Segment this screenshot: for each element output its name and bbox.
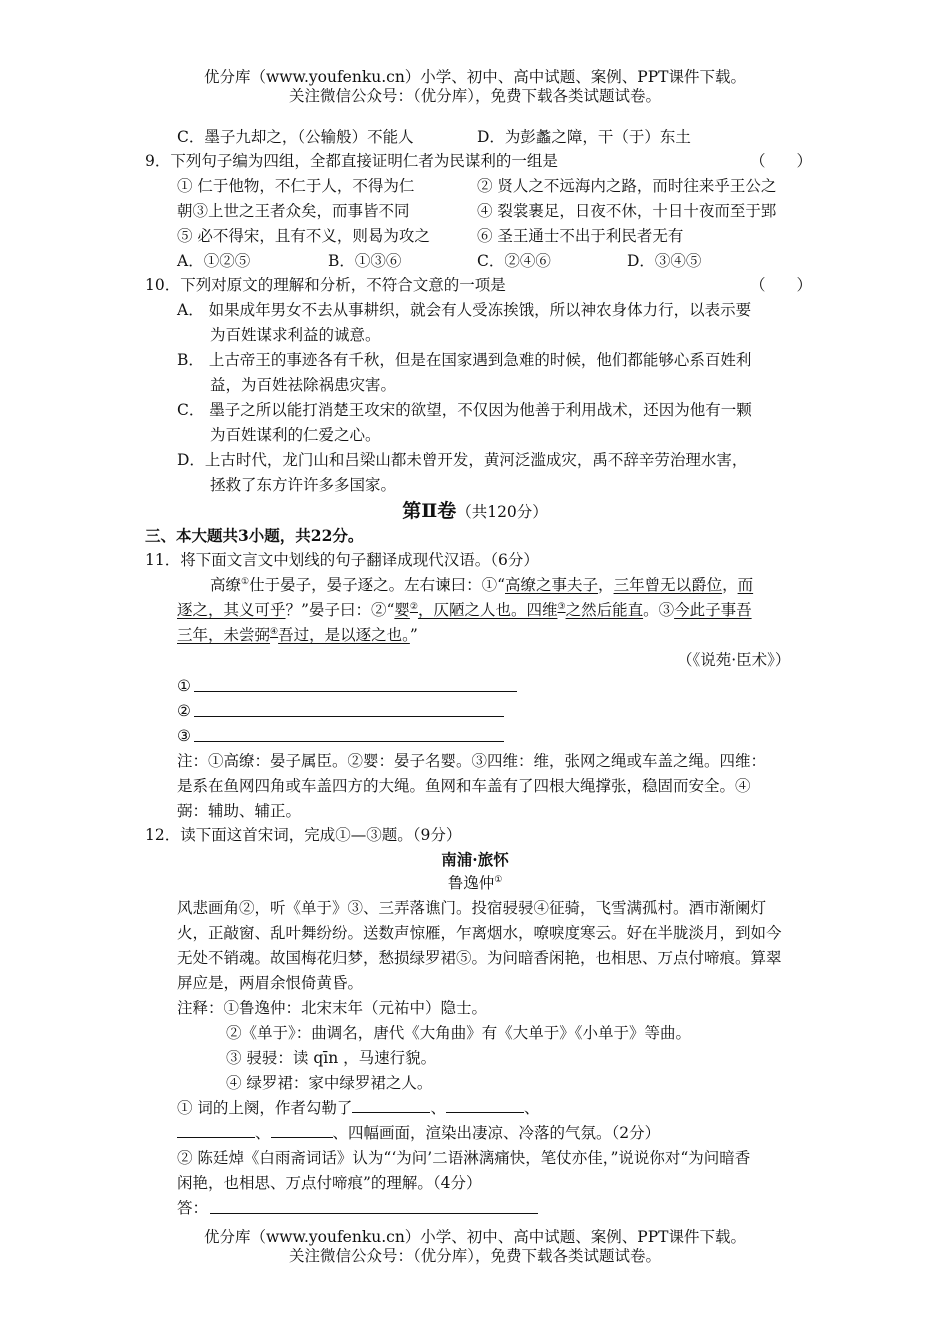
q11-answer-2-label: ② [177,702,191,720]
q11-answer-1-line[interactable] [194,690,517,692]
q12-note-1: 注释：①鲁逸仲：北宋末年（元祐中）隐士。 [177,999,488,1017]
q12-sub1-text-end: 、四幅画面，渲染出凄凉、冷落的气氛。（2分） [332,1124,661,1142]
poem-line-2: 火，正敲窗、乱叶舞纷纷。送数声惊雁，乍离烟水，嘹唳度寒云。好在半胧淡月，到如今 [177,924,782,942]
q11-passage-line1 [210,575,753,595]
q9-sentence-6: ⑥ 圣王通士不出于利民者无有 [477,227,684,245]
q10-stem: 10．下列对原文的理解和分析，不符合文意的一项是 [145,276,506,294]
q9-option-d: D．③④⑤ [627,252,702,270]
poem-line-1: 风悲画角②，听《单于》③、三弄落谯门。投宿骎骎④征骑，飞雪满孤村。酒市渐阑灯 [177,899,767,917]
part-2-label: 第Ⅱ卷 [402,500,457,522]
q12-sub1-text: ① 词的上阕，作者勾勒了 [177,1099,353,1117]
poem-author-note-mark: ① [494,874,503,885]
footer-line-2: 关注微信公众号：（优分库），免费下载各类试题试卷。 [288,1247,661,1265]
q9-sentence-4: ④ 裂裳裹足，日夜不休，十日十夜而至于郢 [477,202,777,220]
q10-option-d-line2: 拯救了东方许许多多国家。 [210,476,397,494]
q11-text: ” [409,626,418,644]
q12-note-3: ③ 骎骎：读 qīn ，马速行貌。 [226,1049,437,1067]
q9-stem: 9．下列句子编为四组，全都直接证明仁者为民谋利的一组是 [145,152,558,170]
q12-answer-label: 答： [177,1199,209,1217]
q9-sentence-5: ⑤ 必不得宋，且有不义，则曷为攻之 [177,227,430,245]
poem-title: 南浦·旅怀 [441,850,509,869]
q11-text: 高缭 [210,576,242,594]
q10-option-a-line2: 为百姓谋求利益的诚意。 [210,326,381,344]
q10-option-c-line1: C． 墨子之所以能打消楚王攻宋的欲望，不仅因为他善于利用战术，还因为他有一颗 [177,401,752,419]
q12-stem: 12．读下面这首宋词，完成①—③题。（9分） [145,826,462,844]
q12-sep: 、 [523,1099,540,1117]
q9-sentence-1: ① 仁于他物，不仁于人，不得为仁 [177,177,415,195]
q12-note-4: ④ 绿罗裙：家中绿罗裙之人。 [226,1074,433,1092]
q11-underlined-2b: ，仄陋之人也。四维 [417,601,558,619]
q9-option-c: C．②④⑥ [477,252,551,270]
q11-note-line1: 注：①高缭：晏子属臣。②婴：晏子名婴。③四维：维，张网之绳或车盖之绳。四维： [177,752,767,770]
header-line-1: 优分库（www.youfenku.cn）小学、初中、高中试题、案例、PPT课件下载。 [203,68,747,86]
q8-option-c: C．墨子九却之，（公输般）不能人 [177,128,414,146]
q11-answer-3-label: ③ [177,727,191,745]
q11-note-mark: ④ [270,626,279,637]
q12-sep: 、 [255,1124,271,1142]
q12-sub2-line2: 闲艳，也相思、万点付啼痕”的理解。（4分） [177,1174,482,1192]
q11-underlined-3: 今此子事吾 [674,601,752,619]
q11-answer-2-line[interactable] [194,715,504,717]
q12-note-2: ②《单于》：曲调名，唐代《大角曲》有《大单于》《小单于》等曲。 [226,1024,692,1042]
q11-passage-line2 [177,600,752,620]
q9-sentence-2: ② 贤人之不远海内之路，而时往来乎王公之 [477,177,777,195]
q11-text: ， [722,576,738,594]
q12-sub1-line1 [177,1098,539,1118]
part-2-title [0,500,950,523]
q11-note-mark: ① [241,576,250,587]
q11-underlined-2: 婴 [394,601,410,619]
q11-note-line3: 弼：辅助、辅正。 [177,802,302,820]
q11-underlined-3b: 三年，未尝弼 [177,626,271,644]
q8-option-d: D．为彭蠡之障，干（于）东土 [477,128,691,146]
q11-answer-1-label: ① [177,677,191,695]
q9-option-b: B．①③⑥ [328,252,402,270]
poem-line-4: 屏应是，两眉余恨倚黄昏。 [177,974,364,992]
q11-underlined-1: 高缭之事夫子 [505,576,599,594]
q10-answer-paren: （ ） [750,276,813,294]
q11-underlined-3c: 吾过，是以逐之也。 [278,626,410,644]
poem-author [0,874,950,892]
q12-blank-1[interactable] [352,1098,430,1113]
q11-underlined-2c: 之然后能直 [565,601,644,619]
q11-underlined-1c: 而 [737,576,754,594]
header-line-2: 关注微信公众号：（优分库），免费下载各类试题试卷。 [288,87,661,105]
q12-sub1-line2 [177,1123,660,1143]
footer-line-1: 优分库（www.youfenku.cn）小学、初中、高中试题、案例、PPT课件下载。 [203,1228,747,1246]
q10-option-b-line1: B． 上古帝王的事迹各有千秋，但是在国家遇到急难的时候，他们都能够心系百姓利 [177,351,752,369]
q10-option-d-line1: D．上古时代，龙门山和吕梁山都未曾开发，黄河泛滥成灾，禹不辞辛劳治理水害， [177,451,748,469]
q12-blank-3[interactable] [177,1123,255,1138]
q9-sentence-3: 朝③上世之王者众矣，而事皆不同 [177,202,410,220]
q10-option-a-line1: A． 如果成年男女不去从事耕织，就会有人受冻挨饿，所以神农身体力行，以表示要 [177,301,752,319]
q11-note-mark: ③ [557,601,566,612]
q11-stem: 11．将下面文言文中划线的句子翻译成现代汉语。（6分） [145,551,539,569]
q11-note-line2: 是系在鱼网四角或车盖四方的大绳。鱼网和车盖有了四根大绳撑张，稳固而安全。④ [177,777,751,795]
q10-option-b-line2: 益，为百姓祛除祸患灾害。 [210,376,397,394]
q12-sep: 、 [430,1099,446,1117]
q11-text: 仕于晏子，晏子逐之。左右谏曰：①“ [249,576,506,594]
q11-text: ？”晏子曰：②“ [285,601,395,619]
q11-text: 。③ [643,601,675,619]
q12-answer-line[interactable] [210,1212,538,1214]
part-2-score: （共120分） [456,503,548,521]
q12-sub2-line1: ② 陈廷焯《白雨斋词话》认为“‘为问’二语淋漓痛快，笔仗亦佳，”说说你对“为问暗香 [177,1149,751,1167]
q9-option-a: A．①②⑤ [177,252,251,270]
q9-answer-paren: （ ） [750,152,813,170]
q10-option-c-line2: 为百姓谋利的仁爱之心。 [210,426,381,444]
section-3-heading: 三、本大题共3小题，共22分。 [145,526,364,545]
q11-source: （《说苑·臣术》） [677,651,791,669]
q11-answer-3-line[interactable] [194,740,504,742]
q12-blank-4[interactable] [271,1123,333,1138]
q11-passage-line3 [177,625,418,645]
q11-underlined-1b: 三年曾无以爵位 [613,576,723,594]
q11-underlined-1d: 逐之，其义可乎 [177,601,286,619]
poem-author-name: 鲁逸仲 [447,874,495,892]
q11-note-mark: ② [409,601,418,612]
q12-blank-2[interactable] [446,1098,524,1113]
poem-line-3: 无处不销魂。故国梅花归梦，愁损绿罗裙⑤。为问暗香闲艳，也相思、万点付啼痕。算翠 [177,949,782,967]
q11-text: ， [598,576,614,594]
